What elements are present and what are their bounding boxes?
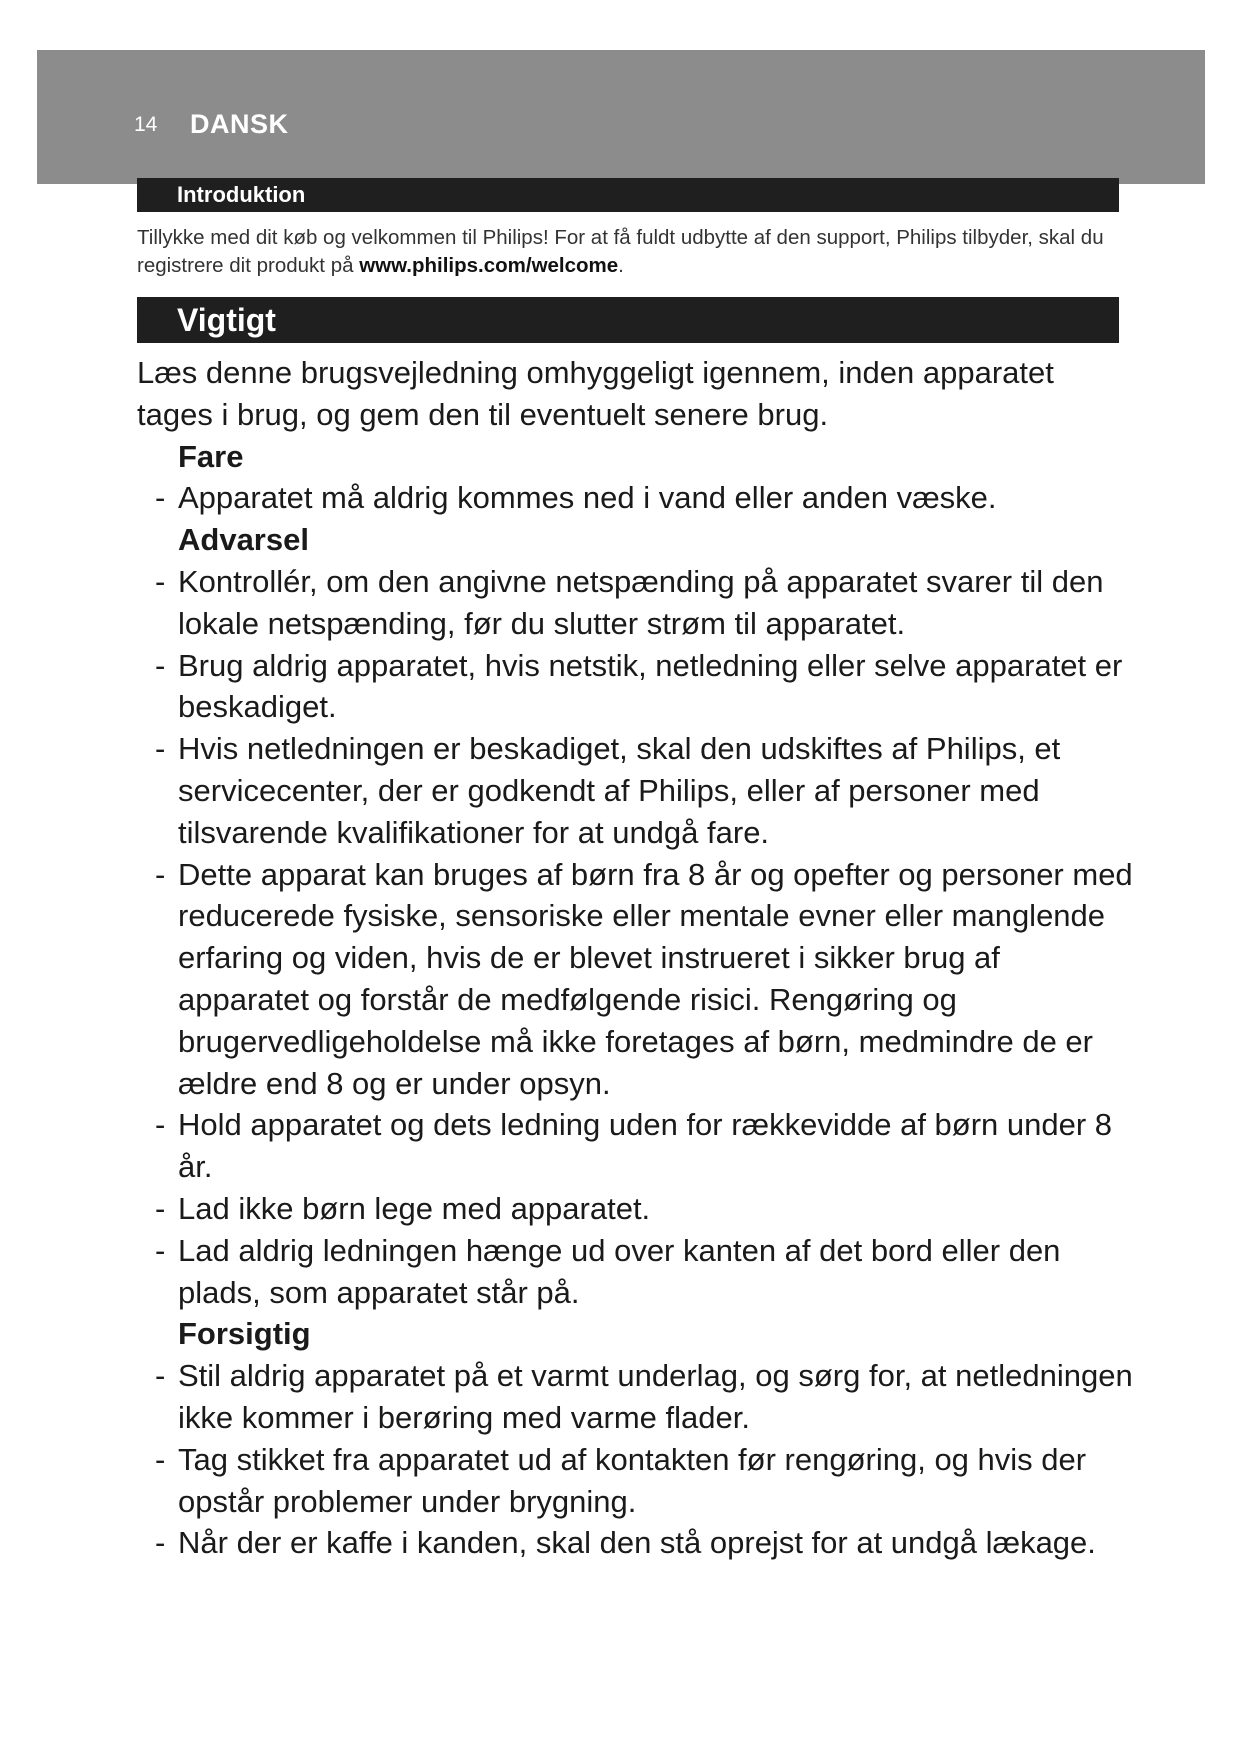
bullet-dash: - [155,1441,166,1477]
bullet-dash: - [155,480,166,516]
list-item [137,728,1137,853]
caution-list [137,1355,1137,1564]
list-item-text: Lad ikke børn lege med apparatet. [178,1190,651,1226]
language-label: DANSK [190,109,289,139]
danger-heading: Fare [178,438,244,474]
list-item-text: Apparatet må aldrig kommes ned i vand eller anden væske. [178,480,997,516]
list-item-text: Hold apparatet og dets ledning uden for rækkevidde af børn under 8 år. [178,1107,1113,1185]
section-heading-important: Vigtigt [137,297,1119,343]
introduction-text-after: . [618,254,624,277]
list-item [137,1104,1137,1188]
important-content [137,352,1137,1564]
list-item-text: Kontrollér, om den angivne netspænding på apparatet svarer til den lokale netspænding, før du slutter strøm til apparatet. [178,563,1104,641]
bullet-dash: - [155,731,166,767]
list-item [137,854,1137,1105]
bullet-dash: - [155,1107,166,1143]
danger-list [137,477,1137,519]
bullet-dash: - [155,856,166,892]
list-item [137,477,1137,519]
important-intro: Læs denne brugsvejledning omhyggeligt igennem, inden apparatet tages i brug, og gem den til eventuelt senere brug. [137,355,1054,432]
list-item [137,1439,1137,1523]
list-item-text: Brug aldrig apparatet, hvis netstik, netledning eller selve apparatet er beskadiget. [178,647,1123,725]
introduction-text [137,224,1127,280]
list-item [137,1522,1137,1564]
warning-list [137,561,1137,1313]
section-heading-introduction: Introduktion [137,178,1119,212]
list-item [137,1230,1137,1314]
page-number: 14 [134,113,158,136]
list-item-text: Lad aldrig ledningen hænge ud over kanten af det bord eller den plads, som apparatet står på. [178,1232,1061,1310]
list-item [137,561,1137,645]
bullet-dash: - [155,563,166,599]
bullet-dash: - [155,1525,166,1561]
bullet-dash: - [155,647,166,683]
bullet-dash: - [155,1358,166,1394]
introduction-text-before: Tillykke med dit køb og velkommen til Philips! For at få fuldt udbytte af den support, Philips tilbyder, skal du registrere dit produkt på [137,226,1104,277]
list-item-text: Hvis netledningen er beskadiget, skal den udskiftes af Philips, et servicecenter, der er godkendt af Philips, eller af personer med tilsvarende kvalifikationer for at undgå fare. [178,731,1061,850]
bullet-dash: - [155,1190,166,1226]
list-item [137,1188,1137,1230]
list-item-text: Når der er kaffe i kanden, skal den stå oprejst for at undgå lækage. [178,1525,1096,1561]
list-item [137,645,1137,729]
list-item-text: Tag stikket fra apparatet ud af kontakten før rengøring, og hvis der opstår problemer under brygning. [178,1441,1087,1519]
warning-heading: Advarsel [178,522,309,558]
caution-heading: Forsigtig [178,1316,311,1352]
welcome-url: www.philips.com/welcome [359,254,619,277]
list-item-text: Dette apparat kan bruges af børn fra 8 år og opefter og personer med reducerede fysiske, sensoriske eller mentale evner eller manglende erfaring og viden, hvis de er blevet instrueret i sikker brug af apparatet og forstår de medfølgende risici. Rengøring og brugervedligeholdelse må ikke foretages af børn, medmindre de er ældre end 8 og er under opsyn. [178,856,1133,1101]
bullet-dash: - [155,1232,166,1268]
list-item [137,1355,1137,1439]
list-item-text: Stil aldrig apparatet på et varmt underlag, og sørg for, at netledningen ikke kommer i berøring med varme flader. [178,1358,1133,1435]
